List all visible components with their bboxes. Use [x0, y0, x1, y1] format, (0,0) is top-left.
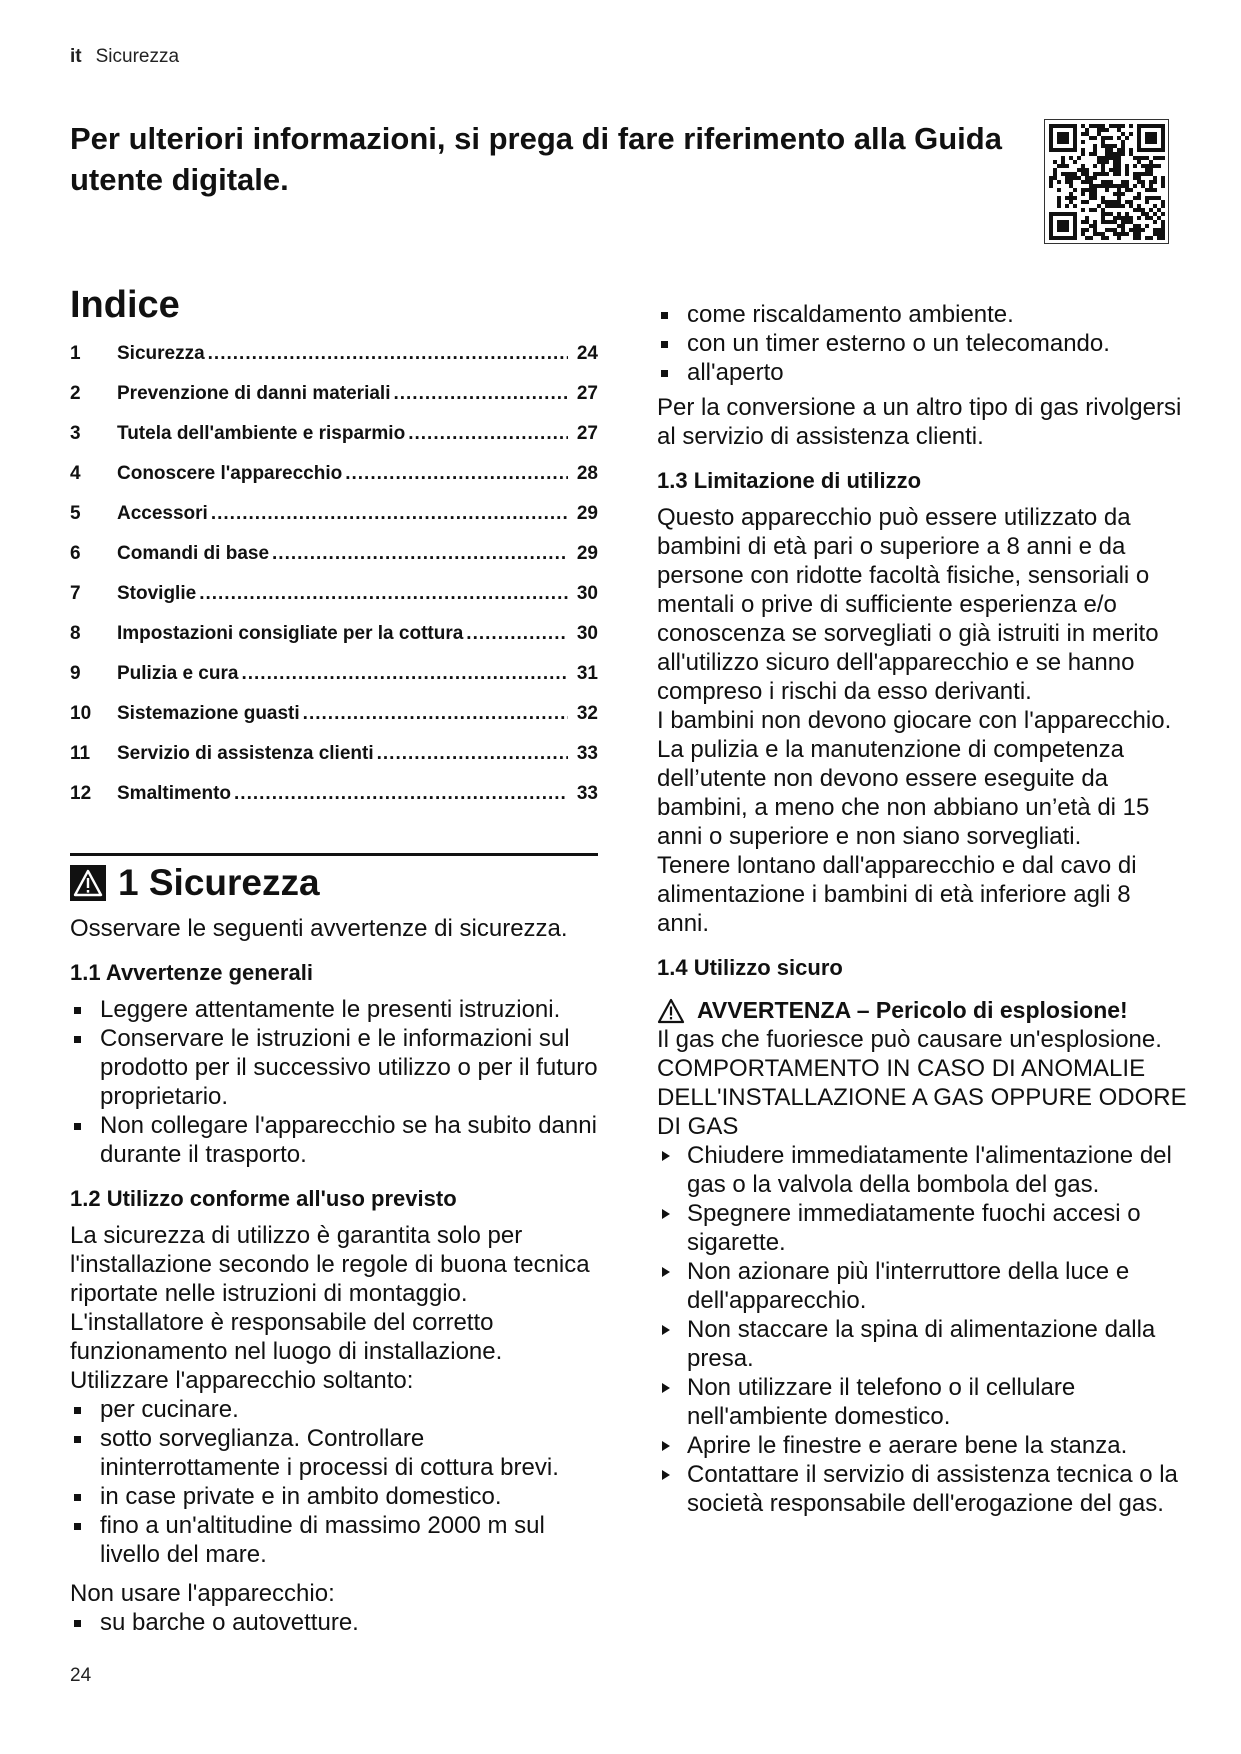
list-item: fino a un'altitudine di massimo 2000 m sul livello del mare.	[70, 1511, 598, 1569]
table-of-contents	[70, 343, 598, 823]
toc-item[interactable]	[70, 583, 598, 623]
intro-heading: Per ulteriori informazioni, si prega di fare riferimento alla Guida utente digitale.	[70, 121, 1002, 197]
toc-item[interactable]	[70, 743, 598, 783]
usage-limitation-p2: I bambini non devono giocare con l'apparecchio.	[657, 707, 1172, 734]
toc-item-page: 29	[576, 503, 598, 524]
toc-item-page: 30	[576, 583, 598, 604]
left-column	[70, 283, 598, 1637]
do-not-use-list-continued	[657, 300, 1187, 387]
toc-leader-dots	[377, 743, 568, 765]
warning-label: AVVERTENZA – Pericolo di esplosione!	[697, 997, 1128, 1023]
toc-item-number: 8	[70, 623, 81, 644]
toc-item-page: 33	[576, 743, 598, 764]
do-not-use-label: Non usare l'apparecchio:	[70, 1580, 335, 1607]
list-item: Conservare le istruzioni e le informazioni sul prodotto per il successivo utilizzo o per il futuro proprietario.	[70, 1024, 598, 1111]
toc-item-page: 29	[576, 543, 598, 564]
toc-item-label: Servizio di assistenza clienti	[117, 743, 374, 764]
explosion-warning-text: Il gas che fuoriesce può causare un'esplosione. COMPORTAMENTO IN CASO DI ANOMALIE DELL'INSTALLAZIONE A GAS OPPURE ODORE DI GAS	[657, 1026, 1187, 1140]
warning-triangle-icon	[657, 998, 685, 1024]
usage-limitation-p1: Questo apparecchio può essere utilizzato da bambini di età pari o superiore a 8 anni e da persone con ridotte facoltà fisiche, sensoriali o mentali o prive di sufficiente esperienza e/o conoscenza se sorvegliati o già istruiti in merito all'utilizzo sicuro dell'apparecchio e se hanno compreso i rischi da esso derivanti.	[657, 504, 1159, 705]
toc-item[interactable]	[70, 503, 598, 543]
gas-emergency-steps	[657, 1141, 1187, 1518]
toc-item-label: Conoscere l'apparecchio	[117, 463, 343, 484]
subsection-1-4-title: 1.4 Utilizzo sicuro	[657, 955, 843, 980]
general-warnings-list	[70, 995, 598, 1169]
list-item: Non collegare l'apparecchio se ha subito danni durante il trasporto.	[70, 1111, 598, 1169]
list-item: all'aperto	[657, 358, 1187, 387]
toc-item-label: Tutela dell'ambiente e risparmio	[117, 423, 406, 444]
toc-item[interactable]	[70, 343, 598, 383]
toc-item-label: Sistemazione guasti	[117, 703, 300, 724]
list-item: Chiudere immediatamente l'alimentazione del gas o la valvola della bombola del gas.	[657, 1141, 1187, 1199]
toc-item-page: 33	[576, 783, 598, 804]
page-number: 24	[70, 1665, 92, 1686]
list-item: Non utilizzare il telefono o il cellulare nell'ambiente domestico.	[657, 1373, 1187, 1431]
toc-item-number: 3	[70, 423, 81, 444]
usage-limitation-p4: Tenere lontano dall'apparecchio e dal cavo di alimentazione i bambini di età inferiore agli 8 anni.	[657, 852, 1137, 937]
toc-leader-dots	[303, 703, 568, 725]
subsection-1-1-title: 1.1 Avvertenze generali	[70, 960, 313, 985]
toc-item-page: 28	[576, 463, 598, 484]
toc-leader-dots	[345, 463, 568, 485]
toc-item-label: Smaltimento	[117, 783, 232, 804]
list-item: Leggere attentamente le presenti istruzioni.	[70, 995, 598, 1024]
toc-item-page: 27	[576, 423, 598, 444]
toc-item-page: 30	[576, 623, 598, 644]
toc-item-label: Prevenzione di danni materiali	[117, 383, 391, 404]
list-item: Non staccare la spina di alimentazione dalla presa.	[657, 1315, 1187, 1373]
toc-item-page: 32	[576, 703, 598, 724]
toc-item-label: Comandi di base	[117, 543, 270, 564]
intended-use-text: La sicurezza di utilizzo è garantita solo per l'installazione secondo le regole di buona tecnica riportate nelle istruzioni di montaggio. L'installatore è responsabile del corretto funzionamento nel luogo di installazione.	[70, 1222, 590, 1365]
list-item: Spegnere immediatamente fuochi accesi o sigarette.	[657, 1199, 1187, 1257]
use-only-list	[70, 1395, 598, 1569]
toc-item-number: 9	[70, 663, 81, 684]
toc-leader-dots	[272, 543, 568, 565]
list-item: per cucinare.	[70, 1395, 598, 1424]
gas-conversion-text: Per la conversione a un altro tipo di gas rivolgersi al servizio di assistenza clienti.	[657, 394, 1182, 450]
running-header	[70, 46, 179, 68]
list-item: Contattare il servizio di assistenza tecnica o la società responsabile dell'erogazione del gas.	[657, 1460, 1187, 1518]
right-column	[657, 300, 1187, 1518]
toc-item-number: 10	[70, 703, 92, 724]
toc-leader-dots	[234, 783, 568, 805]
toc-item[interactable]	[70, 383, 598, 423]
list-item: sotto sorveglianza. Controllare ininterrottamente i processi di cottura brevi.	[70, 1424, 598, 1482]
do-not-use-list	[70, 1608, 598, 1637]
toc-item[interactable]	[70, 463, 598, 503]
toc-item-label: Stoviglie	[117, 583, 197, 604]
toc-item-label: Accessori	[117, 503, 208, 524]
toc-item-number: 1	[70, 343, 81, 364]
toc-item-page: 24	[576, 343, 598, 364]
warning-icon	[70, 865, 106, 901]
toc-item-label: Impostazioni consigliate per la cottura	[117, 623, 464, 644]
list-item: Non azionare più l'interruttore della luce e dell'apparecchio.	[657, 1257, 1187, 1315]
toc-leader-dots	[208, 343, 568, 365]
list-item: come riscaldamento ambiente.	[657, 300, 1187, 329]
section-title: 1 Sicurezza	[118, 862, 320, 903]
toc-leader-dots	[211, 503, 568, 525]
qr-code-icon[interactable]	[1044, 119, 1169, 244]
toc-item-label: Sicurezza	[117, 343, 205, 364]
toc-item[interactable]	[70, 783, 598, 823]
toc-item-number: 11	[70, 743, 91, 764]
section-1-heading	[70, 853, 598, 904]
toc-item-label: Pulizia e cura	[117, 663, 239, 684]
list-item: in case private e in ambito domestico.	[70, 1482, 598, 1511]
language-code: it	[70, 46, 82, 67]
toc-item-number: 2	[70, 383, 81, 404]
use-only-label: Utilizzare l'apparecchio soltanto:	[70, 1367, 414, 1394]
usage-limitation-p3: La pulizia e la manutenzione di competenza dell’utente non devono essere eseguite da bambini, a meno che non abbiano un’età di 15 anni o superiore e non siano sorvegliati.	[657, 736, 1150, 850]
toc-leader-dots	[199, 583, 568, 605]
toc-item-number: 6	[70, 543, 81, 564]
toc-item-number: 4	[70, 463, 81, 484]
toc-item[interactable]	[70, 423, 598, 463]
toc-item-number: 5	[70, 503, 81, 524]
toc-item[interactable]	[70, 703, 598, 743]
toc-item[interactable]	[70, 663, 598, 703]
toc-item-page: 31	[576, 663, 598, 684]
toc-item[interactable]	[70, 623, 598, 663]
toc-item-number: 7	[70, 583, 81, 604]
list-item: Aprire le finestre e aerare bene la stanza.	[657, 1431, 1187, 1460]
toc-leader-dots	[408, 423, 568, 445]
list-item: con un timer esterno o un telecomando.	[657, 329, 1187, 358]
toc-item[interactable]	[70, 543, 598, 583]
header-section: Sicurezza	[95, 46, 180, 67]
toc-item-page: 27	[576, 383, 598, 404]
explosion-warning	[657, 996, 1187, 1025]
subsection-1-3-title: 1.3 Limitazione di utilizzo	[657, 468, 922, 493]
toc-item-number: 12	[70, 783, 92, 804]
toc-title: Indice	[70, 284, 180, 326]
section-intro: Osservare le seguenti avvertenze di sicurezza.	[70, 915, 568, 942]
toc-leader-dots	[393, 383, 568, 405]
subsection-1-2-title: 1.2 Utilizzo conforme all'uso previsto	[70, 1186, 457, 1211]
toc-leader-dots	[466, 623, 568, 645]
toc-leader-dots	[241, 663, 568, 685]
list-item: su barche o autovetture.	[70, 1608, 598, 1637]
